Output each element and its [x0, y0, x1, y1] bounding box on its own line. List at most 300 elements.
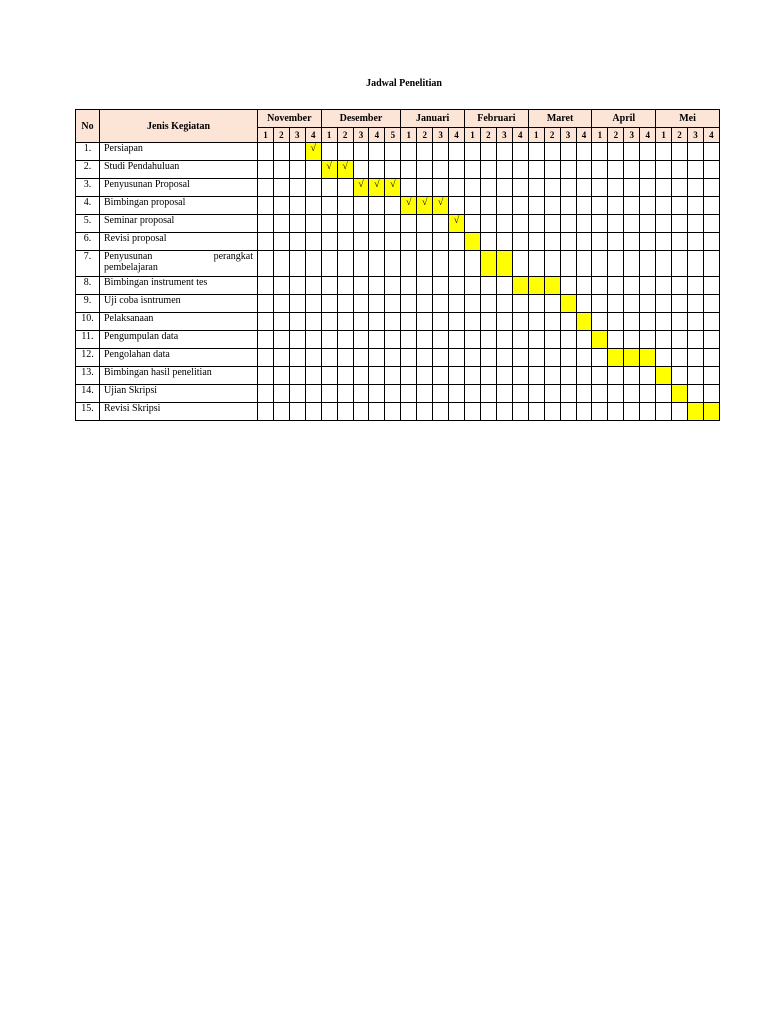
- week-cell: [496, 179, 512, 197]
- week-cell: [321, 385, 337, 403]
- week-cell: [258, 197, 274, 215]
- week-cell: [465, 197, 481, 215]
- week-cell: [703, 313, 719, 331]
- week-cell: [703, 295, 719, 313]
- week-cell: [576, 251, 592, 277]
- week-header: 1: [528, 128, 544, 143]
- week-cell: [401, 233, 417, 251]
- week-cell: [608, 251, 624, 277]
- week-cell: [258, 403, 274, 421]
- check-mark: √: [326, 161, 332, 172]
- week-cell: [703, 349, 719, 367]
- week-cell: [289, 403, 305, 421]
- week-cell: [480, 251, 496, 277]
- week-cell: [496, 197, 512, 215]
- check-mark: √: [342, 161, 348, 172]
- week-cell: [417, 349, 433, 367]
- week-cell: [433, 179, 449, 197]
- week-cell: [433, 143, 449, 161]
- week-cell: [337, 215, 353, 233]
- week-cell: [576, 295, 592, 313]
- week-cell: [528, 349, 544, 367]
- week-cell: [544, 295, 560, 313]
- week-cell: [576, 331, 592, 349]
- week-cell: [496, 277, 512, 295]
- row-number: 3.: [76, 179, 100, 197]
- week-cell: [258, 367, 274, 385]
- week-cell: [433, 349, 449, 367]
- week-cell: [433, 277, 449, 295]
- week-cell: [369, 349, 385, 367]
- week-cell: [624, 295, 640, 313]
- week-cell: [592, 403, 608, 421]
- week-header: 4: [449, 128, 465, 143]
- week-cell: [465, 233, 481, 251]
- week-cell: [289, 215, 305, 233]
- week-cell: [417, 179, 433, 197]
- check-mark: √: [358, 179, 364, 190]
- week-cell: [321, 197, 337, 215]
- week-cell: [337, 277, 353, 295]
- week-cell: [544, 331, 560, 349]
- week-cell: [496, 367, 512, 385]
- week-cell: [273, 349, 289, 367]
- week-header: 1: [465, 128, 481, 143]
- week-header: 2: [544, 128, 560, 143]
- week-cell: [624, 197, 640, 215]
- week-cell: [401, 143, 417, 161]
- week-cell: [480, 233, 496, 251]
- week-cell: [465, 179, 481, 197]
- week-cell: [608, 403, 624, 421]
- week-cell: [385, 179, 401, 197]
- week-cell: [592, 197, 608, 215]
- week-cell: [640, 367, 656, 385]
- week-cell: [289, 277, 305, 295]
- week-cell: [321, 295, 337, 313]
- week-cell: [289, 143, 305, 161]
- week-cell: [640, 161, 656, 179]
- week-cell: [608, 295, 624, 313]
- week-cell: [449, 295, 465, 313]
- week-cell: [321, 331, 337, 349]
- week-cell: [385, 313, 401, 331]
- week-cell: [640, 179, 656, 197]
- week-cell: [528, 295, 544, 313]
- week-cell: [496, 313, 512, 331]
- week-cell: [258, 295, 274, 313]
- week-cell: [305, 161, 321, 179]
- week-cell: [433, 295, 449, 313]
- week-cell: [703, 215, 719, 233]
- week-cell: [385, 295, 401, 313]
- week-cell: [465, 367, 481, 385]
- week-cell: [273, 197, 289, 215]
- activity-label: Bimbingan instrument tes: [100, 277, 258, 295]
- week-cell: [480, 295, 496, 313]
- week-cell: [656, 331, 672, 349]
- week-cell: [560, 367, 576, 385]
- table-row: [76, 403, 720, 421]
- table-row: [76, 179, 720, 197]
- week-cell: [703, 367, 719, 385]
- week-cell: [401, 403, 417, 421]
- week-cell: [465, 277, 481, 295]
- week-cell: [688, 349, 704, 367]
- week-cell: [608, 349, 624, 367]
- activity-label: Uji coba isntrumen: [100, 295, 258, 313]
- week-cell: [608, 367, 624, 385]
- table-row: [76, 295, 720, 313]
- week-header: 2: [337, 128, 353, 143]
- week-cell: [369, 251, 385, 277]
- week-cell: [258, 251, 274, 277]
- table-row: [76, 233, 720, 251]
- table-row: [76, 277, 720, 295]
- week-cell: [258, 233, 274, 251]
- week-cell: [465, 331, 481, 349]
- table-row: [76, 251, 720, 277]
- week-cell: [688, 161, 704, 179]
- week-cell: [305, 197, 321, 215]
- week-cell: [289, 349, 305, 367]
- week-cell: [544, 403, 560, 421]
- week-cell: [576, 367, 592, 385]
- week-cell: [592, 331, 608, 349]
- week-cell: [672, 233, 688, 251]
- week-header: 3: [496, 128, 512, 143]
- week-header: 1: [592, 128, 608, 143]
- week-header: 3: [433, 128, 449, 143]
- week-header: 3: [289, 128, 305, 143]
- week-cell: [608, 277, 624, 295]
- week-cell: [703, 197, 719, 215]
- week-cell: [608, 161, 624, 179]
- week-cell: [480, 179, 496, 197]
- week-cell: [560, 233, 576, 251]
- week-cell: [449, 349, 465, 367]
- activity-label: Pengumpulan data: [100, 331, 258, 349]
- week-cell: [640, 197, 656, 215]
- week-header: 2: [417, 128, 433, 143]
- month-header: November: [258, 110, 322, 128]
- week-cell: [417, 197, 433, 215]
- week-cell: [528, 251, 544, 277]
- week-cell: [624, 367, 640, 385]
- check-mark: √: [421, 197, 428, 208]
- week-cell: [369, 215, 385, 233]
- week-cell: [417, 367, 433, 385]
- row-number: 7.: [76, 251, 100, 277]
- week-cell: [353, 251, 369, 277]
- week-cell: [624, 385, 640, 403]
- week-cell: [401, 385, 417, 403]
- week-cell: [369, 143, 385, 161]
- week-cell: [401, 277, 417, 295]
- week-cell: [656, 251, 672, 277]
- week-cell: [592, 215, 608, 233]
- week-cell: [258, 215, 274, 233]
- row-number: 8.: [76, 277, 100, 295]
- week-cell: [417, 251, 433, 277]
- week-cell: [321, 251, 337, 277]
- week-cell: [337, 251, 353, 277]
- week-cell: [624, 143, 640, 161]
- week-cell: [369, 233, 385, 251]
- check-mark: √: [437, 197, 444, 208]
- week-cell: [576, 179, 592, 197]
- week-cell: [258, 143, 274, 161]
- activity-label: Persiapan: [100, 143, 258, 161]
- week-cell: [417, 233, 433, 251]
- week-header: 2: [672, 128, 688, 143]
- week-cell: [385, 161, 401, 179]
- week-cell: [273, 295, 289, 313]
- row-number: 10.: [76, 313, 100, 331]
- week-cell: [688, 179, 704, 197]
- week-cell: [512, 385, 528, 403]
- table-row: [76, 197, 720, 215]
- week-cell: [703, 161, 719, 179]
- week-cell: [592, 313, 608, 331]
- week-cell: [385, 251, 401, 277]
- week-cell: [480, 385, 496, 403]
- week-cell: [305, 349, 321, 367]
- week-cell: [640, 251, 656, 277]
- week-cell: [576, 161, 592, 179]
- week-cell: [688, 233, 704, 251]
- week-cell: [258, 313, 274, 331]
- check-mark: √: [374, 179, 380, 190]
- week-header: 2: [480, 128, 496, 143]
- week-cell: [512, 179, 528, 197]
- week-cell: [369, 161, 385, 179]
- check-mark: √: [453, 215, 460, 226]
- week-cell: [417, 295, 433, 313]
- week-cell: [688, 143, 704, 161]
- week-cell: [688, 367, 704, 385]
- week-cell: [672, 349, 688, 367]
- week-cell: [369, 403, 385, 421]
- week-cell: [480, 403, 496, 421]
- week-cell: [449, 367, 465, 385]
- week-cell: [337, 143, 353, 161]
- activity-label-line1: Penyusunan perangkat: [104, 251, 253, 262]
- week-cell: [512, 313, 528, 331]
- week-cell: [289, 295, 305, 313]
- week-cell: [385, 331, 401, 349]
- week-cell: [337, 295, 353, 313]
- week-cell: [449, 251, 465, 277]
- activity-label: Ujian Skripsi: [100, 385, 258, 403]
- week-cell: [321, 215, 337, 233]
- week-cell: [640, 331, 656, 349]
- week-cell: [528, 233, 544, 251]
- week-cell: [321, 349, 337, 367]
- week-cell: [592, 143, 608, 161]
- week-header: 4: [369, 128, 385, 143]
- week-cell: [512, 215, 528, 233]
- week-cell: [672, 295, 688, 313]
- week-cell: [385, 197, 401, 215]
- row-number: 1.: [76, 143, 100, 161]
- week-cell: [640, 233, 656, 251]
- week-cell: [656, 403, 672, 421]
- week-cell: [624, 349, 640, 367]
- week-header: 1: [401, 128, 417, 143]
- week-cell: [608, 331, 624, 349]
- week-cell: [258, 349, 274, 367]
- week-cell: [688, 251, 704, 277]
- row-number: 4.: [76, 197, 100, 215]
- week-cell: [401, 367, 417, 385]
- week-cell: [640, 349, 656, 367]
- week-cell: [688, 295, 704, 313]
- week-cell: [528, 313, 544, 331]
- week-cell: [608, 143, 624, 161]
- week-cell: [703, 233, 719, 251]
- week-cell: [449, 403, 465, 421]
- week-cell: [369, 179, 385, 197]
- week-cell: [273, 215, 289, 233]
- week-cell: [321, 403, 337, 421]
- week-cell: [401, 197, 417, 215]
- week-cell: [672, 313, 688, 331]
- week-cell: [401, 161, 417, 179]
- week-cell: [449, 313, 465, 331]
- week-cell: [608, 215, 624, 233]
- week-cell: [465, 403, 481, 421]
- week-cell: [289, 331, 305, 349]
- week-cell: [512, 233, 528, 251]
- week-cell: [417, 313, 433, 331]
- week-cell: [703, 179, 719, 197]
- week-cell: [321, 313, 337, 331]
- week-cell: [656, 277, 672, 295]
- week-cell: [449, 197, 465, 215]
- week-header: 3: [624, 128, 640, 143]
- row-number: 6.: [76, 233, 100, 251]
- week-cell: [544, 367, 560, 385]
- week-cell: [353, 313, 369, 331]
- week-cell: [528, 385, 544, 403]
- week-cell: [321, 233, 337, 251]
- week-cell: [688, 277, 704, 295]
- week-cell: [560, 215, 576, 233]
- week-cell: [273, 251, 289, 277]
- week-cell: [544, 313, 560, 331]
- week-cell: [401, 295, 417, 313]
- week-cell: [640, 385, 656, 403]
- week-cell: [480, 277, 496, 295]
- week-cell: [337, 367, 353, 385]
- week-cell: [289, 161, 305, 179]
- week-cell: [417, 385, 433, 403]
- week-cell: [465, 143, 481, 161]
- week-cell: [688, 197, 704, 215]
- week-cell: [703, 143, 719, 161]
- week-header: 4: [640, 128, 656, 143]
- row-number: 13.: [76, 367, 100, 385]
- week-cell: [512, 349, 528, 367]
- week-cell: [528, 197, 544, 215]
- week-cell: [528, 403, 544, 421]
- week-cell: [672, 385, 688, 403]
- week-cell: [544, 277, 560, 295]
- week-cell: [337, 331, 353, 349]
- week-cell: [560, 251, 576, 277]
- activity-label: Pelaksanaan: [100, 313, 258, 331]
- week-cell: [592, 385, 608, 403]
- week-cell: [401, 251, 417, 277]
- week-cell: [433, 331, 449, 349]
- week-cell: [560, 277, 576, 295]
- week-cell: [544, 385, 560, 403]
- week-cell: [624, 251, 640, 277]
- week-cell: [528, 215, 544, 233]
- week-cell: [273, 161, 289, 179]
- week-cell: [608, 179, 624, 197]
- week-cell: [273, 143, 289, 161]
- week-cell: [433, 215, 449, 233]
- week-cell: [672, 367, 688, 385]
- week-cell: [656, 313, 672, 331]
- week-cell: [449, 161, 465, 179]
- week-cell: [672, 179, 688, 197]
- week-cell: [544, 215, 560, 233]
- week-cell: [624, 277, 640, 295]
- week-cell: [465, 313, 481, 331]
- row-number: 9.: [76, 295, 100, 313]
- week-cell: [305, 215, 321, 233]
- table-row: [76, 331, 720, 349]
- week-cell: [353, 197, 369, 215]
- week-cell: [512, 295, 528, 313]
- week-cell: [289, 251, 305, 277]
- week-cell: [528, 277, 544, 295]
- week-cell: [385, 367, 401, 385]
- month-header-row: [76, 110, 720, 128]
- week-cell: [703, 277, 719, 295]
- week-cell: [544, 143, 560, 161]
- week-cell: [512, 251, 528, 277]
- week-cell: [592, 277, 608, 295]
- week-cell: [608, 233, 624, 251]
- week-cell: [624, 403, 640, 421]
- week-cell: [401, 331, 417, 349]
- week-cell: [353, 179, 369, 197]
- week-cell: [401, 349, 417, 367]
- week-cell: [369, 313, 385, 331]
- week-cell: [465, 161, 481, 179]
- week-cell: [592, 179, 608, 197]
- week-cell: [656, 349, 672, 367]
- week-cell: [496, 403, 512, 421]
- week-cell: [289, 233, 305, 251]
- week-cell: [512, 197, 528, 215]
- week-cell: [528, 161, 544, 179]
- week-header: 2: [273, 128, 289, 143]
- week-cell: [672, 403, 688, 421]
- week-cell: [353, 349, 369, 367]
- week-cell: [480, 143, 496, 161]
- row-number: 12.: [76, 349, 100, 367]
- week-cell: [512, 403, 528, 421]
- week-cell: [496, 215, 512, 233]
- week-cell: [640, 295, 656, 313]
- week-cell: [512, 331, 528, 349]
- week-cell: [337, 349, 353, 367]
